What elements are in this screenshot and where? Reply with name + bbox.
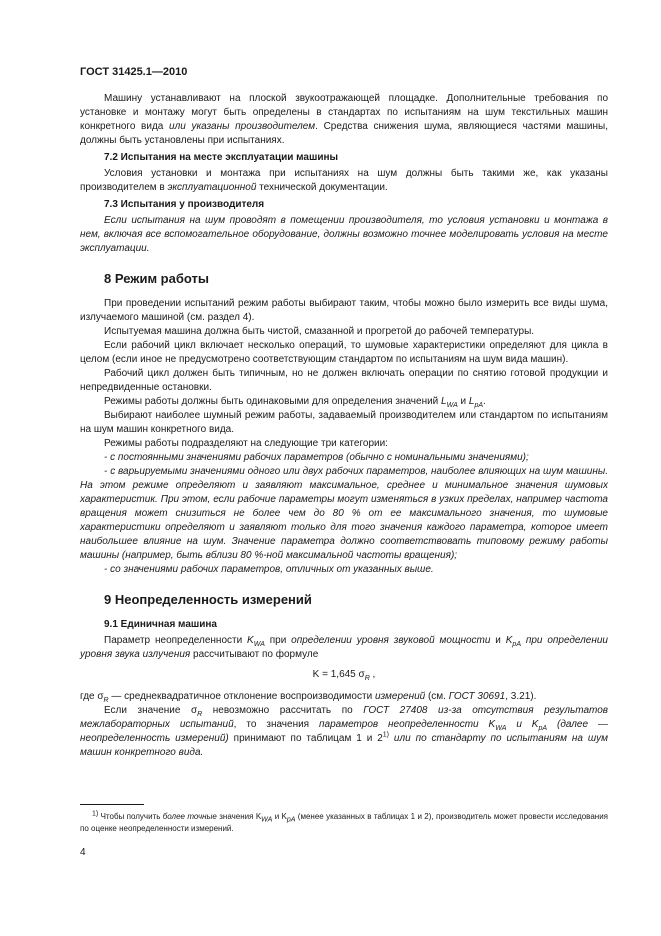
paragraph-8-2: Испытуемая машина должна быть чистой, смазанной и прогретой до рабочей температуры.	[104, 326, 535, 337]
subheading-7-3: 7.3 Испытания у производителя	[104, 199, 265, 210]
subheading-7-2: 7.2 Испытания на месте эксплуатации машины	[104, 152, 339, 163]
document-body	[80, 92, 608, 760]
formula-k: K = 1,645 $\sigma_R$ ,	[312, 669, 376, 682]
list-item-mode-2: - с варьируемыми значениями одного или двух рабочих параметров, наиболее влияющих на шум машины. На этом режиме определяют и заявляют максимальное, среднее и минимальное значения шумовых характеристик. При этом, если рабочие параметры могут изменяться в узких пределах, например частота вращения может снизиться не более чем до 80 % от ее максимального значения, то шумовые характеристики определяют и заявляют только для того значения каждого параметра, которое имеет наибольшее влияние на шум. Значение параметра должно соответствовать типовому режиму работы машины (например, быть вблизи 80 %-ной максимальной частоты вращения);	[80, 466, 608, 561]
paragraph-8-7: Режимы работы подразделяют на следующие три категории:	[104, 438, 388, 449]
subheading-9-1: 9.1 Единичная машина	[104, 619, 217, 630]
paragraph-9-2: Если значение $\sigma_R$ невозможно рассчитать по ГОСТ 27408 из-за отсутствия результатов межлабораторных испытаний, то значения параметров неопределенности $K_{WA}$ и $K_{pA}$ (далее — неопределенность измерений) принимают по таблицам 1 и 2$^{1)}$ или по стандарту по испытаниям на шум машин конкретного вида.	[80, 705, 608, 758]
paragraph-8-6: Выбирают наиболее шумный режим работы, задаваемый производителем или стандартом по испытаниям на шум машин конкретного вида.	[80, 410, 608, 435]
paragraph-8-5: Режимы работы должны быть одинаковыми для определения значений $L_{WA}$ и $L_{pA}$.	[104, 396, 486, 409]
page-number: 4	[80, 847, 86, 858]
paragraph-7-1: Машину устанавливают на плоской звукоотражающей площадке. Дополнительные требования по установке и монтажу могут быть определены в стандартах по испытаниям на шум текстильных машин конкретного вида или указаны производителем. Средства снижения шума, являющиеся частями машины, должны быть установлены при испытаниях.	[80, 93, 608, 146]
paragraph-7-3: Если испытания на шум проводят в помещении производителя, то условия установки и монтажа в нем, включая все вспомогательное оборудование, должны возможно точнее моделировать условия на месте эксплуатации.	[80, 215, 608, 254]
paragraph-8-3: Если рабочий цикл включает несколько операций, то шумовые характеристики определяют для цикла в целом (если иное не предусмотрено соответствующим стандартом по испытаниям на шум вида машин).	[80, 340, 608, 365]
paragraph-9-1: Параметр неопределенности $K_{WA}$ при определении уровня звуковой мощности и $K_{pA}$ при определении уровня звука излучения рассчитывают по формуле	[80, 635, 608, 660]
footnote-divider	[80, 804, 144, 805]
section-heading-8: 8 Режим работы	[104, 271, 209, 286]
paragraph-8-1: При проведении испытаний режим работы выбирают таким, чтобы можно было измерить все виды шума, излучаемого машиной (см. раздел 4).	[80, 298, 608, 323]
paragraph-8-4: Рабочий цикл должен быть типичным, но не должен включать операции по снятию готовой продукции и непредвиденные остановки.	[80, 368, 608, 393]
paragraph-7-2: Условия установки и монтажа при испытаниях на шум должны быть такими же, как указаны производителем в эксплуатационной технической документации.	[80, 168, 608, 193]
formula-explanation: где $\sigma_R$ — среднеквадратичное отклонение воспроизводимости измерений (см. ГОСТ 30691, 3.21).	[80, 691, 537, 704]
list-item-mode-1: - с постоянными значениями рабочих параметров (обычно с номинальными значениями);	[104, 452, 529, 463]
list-item-mode-3: - со значениями рабочих параметров, отличных от указанных выше.	[104, 564, 434, 575]
document-header: ГОСТ 31425.1—2010	[80, 66, 188, 78]
footnote: $^{1)}$ Чтобы получить более точные значения $K_{WA}$ и $K_{pA}$ (менее указанных в таблицах 1 и 2), производитель может провести исследования по оценке неопределенности измерений.	[80, 810, 609, 833]
section-heading-9: 9 Неопределенность измерений	[104, 592, 312, 607]
footnote-reference: 1)	[382, 731, 389, 739]
